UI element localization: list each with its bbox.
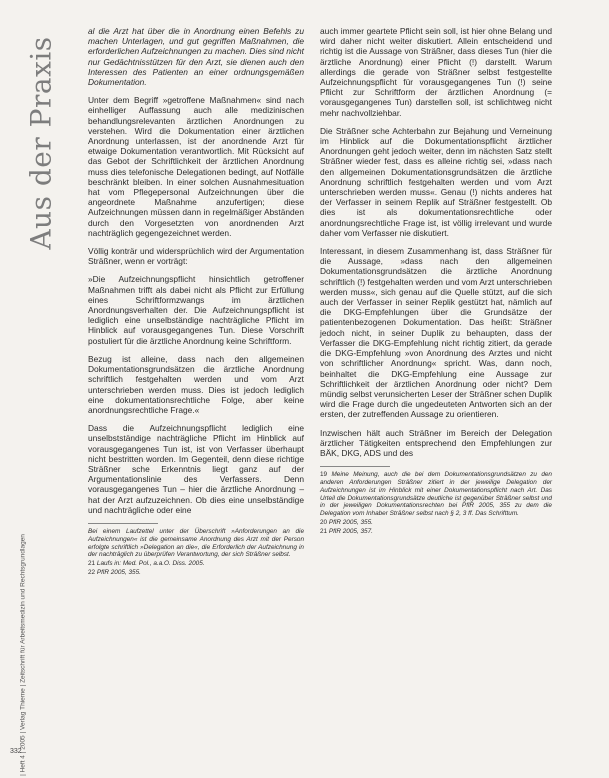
left-paragraph-3: »Die Aufzeichnungspflicht hinsichtlich getroffener Maßnahmen trifft als dabei nicht als Pflicht zur Erfüllung eines Schriftformzwangs im ärztlichen Anordnungsverhalten der. Die Aufzeichnungspflicht ist lediglich eine unselbständige nachträgliche Pflicht im Hinblick auf vorausgegangenes Tun. Diese Vorschrift postuliert für die ärztliche Anordnung keine Schriftform. <box>88 274 304 346</box>
left-paragraph-2: Völlig konträr und widersprüchlich wird der Argumentation Sträßner, wenn er vorträgt: <box>88 246 304 267</box>
right-column <box>320 26 552 537</box>
right-paragraph-2: Die Sträßner sche Achterbahn zur Bejahung und Verneinung im Hinblick auf die Dokumentationspflicht ärztlicher Anordnungen geht jedoch weiter, denn im nächsten Satz stellt Sträßner wieder fest, dass es alleine richtig sei, »dass nach den allgemeinen Dokumentationsgrundsätzen die ärztliche Anordnung schriftlich festgehalten werden und vom Arzt unterschrieben werden muss«. Genau (!) nichts anderes hat der Verfasser in seinem Replik auf Sträßner festgestellt. Ob dies ist als dokumentationsrechtliche oder anordnungsrechtliche Frage ist, ist völlig irrelevant und wurde daher vom Verfasser nie diskutiert. <box>320 125 552 238</box>
right-paragraph-1: auch immer geartete Pflicht sein soll, ist hier ohne Belang und wird daher nicht weiter diskutiert. Allein entscheidend und richtig ist die Aussage von Sträßner, dass dieses Tun (hier die ärztliche Anordnung) einer Pflicht (!) darstellt. Warum allerdings die gerade von Sträßner selbst festgestellte Aufzeichnungspflicht für vorausgegangenes Tun (!) seine Pflicht zur Schriftform der ärztlichen Anordnung (= vorausgegangenes Tun) darstellen soll, ist schlichtweg nicht mehr nachvollziehbar. <box>320 26 552 118</box>
left-column <box>88 26 304 578</box>
footnote-rule-right <box>320 466 390 467</box>
footnote-left-0: Bei einem Laufzettel unter der Überschrift »Anforderungen an die Aufzeichnungen« ist die gemeinsame Anordnung des Arzt mit der Person erfolgte schriftlich »Delegation an die«, die Erforderlich der Aufzeichnung in der nachträglich zu überprüfen Verantwortung, der sich Sträßner selbst. <box>88 527 304 559</box>
journal-sidebar <box>14 534 32 776</box>
section-title-text: Aus der Praxis <box>24 36 58 250</box>
left-quote-intro: al die Arzt hat über die in Anordnung einen Befehls zu machen Unterlagen, und gut gegriffen Maßnahmen, die erforderlichen Aufzeichnungen zu machen. Dies sind nicht nur Gedächtnisstützen für den Arzt, sie dienen auch den Interessen des Patienten an einer ordnungsgemäßen Dokumentation. <box>88 26 304 88</box>
left-paragraph-1: Unter dem Begriff »getroffene Maßnahmen« sind nach einhelliger Auffassung auch alle medizinischen behandlungsrelevanten ärztlichen Anordnungen zu verstehen. Wird die Dokumentation einer ärztlichen Anordnung unterlassen, ist der anordnende Arzt für etwaige Dokumentation verantwortlich. Mit Rücksicht auf das Gebot der Schriftlichkeit der ärztlichen Anordnung muss dies telefonische Delegationen bedingt, auf Notfälle beschränkt bleiben. In einer solchen Ausnahmesituation hat vom Pflegepersonal Aufzeichnungen über die angeordnete Maßnahme anzufertigen; diese Aufzeichnungen müssen dann in regelmäßiger Abständen durch den Vorgesetzten von anordnenden Arzt nachträglich gegengezeichnet werden. <box>88 95 304 238</box>
footnote-right-1: 20 PflR 2005, 355. <box>320 518 373 526</box>
left-paragraph-5: Dass die Aufzeichnungspflicht lediglich eine unselbstständige nachträgliche Pflicht im Hinblick auf vorausgegangenes Tun ist, ist von Verfasser überhaupt nicht bestritten worden. Im Gegenteil, denn diese richtige Sträßner sche Erkenntnis liegt ganz auf der Argumentationslinie des Verfassers. Denn vorausgegangenes Tun – hier die ärztliche Anordnung – hat der Arzt aufzuzeichnen. Ob dies eine unselbständige und nachträgliche oder eine <box>88 423 304 515</box>
footnotes-left <box>88 528 304 577</box>
journal-line-text: | Heft 4 | 2005 | Verlag Thieme | Zeitschrift für Arbeitsmedizin und Rechtsgrundlagen <box>19 534 27 776</box>
footnotes-right <box>320 471 552 535</box>
footnote-left-1: 21 Laufs in: Med. Pol., a.a.O. Diss. 2005. <box>88 560 205 568</box>
section-title-vertical <box>6 28 76 258</box>
footnote-right-2: 21 PflR 2005, 357. <box>320 527 373 535</box>
footnote-left-2: 22 PflR 2005, 355. <box>88 568 141 576</box>
right-paragraph-4: Inzwischen hält auch Sträßner im Bereich der Delegation ärztlicher Tätigkeiten entsprechend den Empfehlungen zur BÄK, DKG, ADS und des <box>320 427 552 458</box>
footnote-rule-left <box>88 523 158 524</box>
left-paragraph-4: Bezug ist alleine, dass nach den allgemeinen Dokumentationsgrundsätzen die ärztliche Anordnung schriftlich festgehalten werden und vom Arzt unterschrieben werden muss. Dies ist jedoch lediglich eine dokumentationsrechtliche Folge, aber keine anordnungsrechtliche Frage.« <box>88 353 304 415</box>
page-marker: 332 <box>10 748 22 755</box>
right-paragraph-3: Interessant, in diesem Zusammenhang ist, dass Sträßner für die Aussage, »dass nach den allgemeinen Dokumentationsgrundsätzen die ärztliche Anordnung schriftlich (!) festgehalten werden und vom Arzt unterschrieben werden muss«, sich genau auf die Quelle stützt, auf die sich auch der Verfasser in seiner Replik gestützt hat, nämlich auf die DKG-Empfehlungen über die Grundsätze der patientenbezogenen Dokumentation. Das heißt: Sträßner jedoch nicht, in seiner Duplik zu behaupten, dass der Verfasser die DKG-Empfehlung nicht richtig zitiert, da gerade die DKG-Empfehlung »von Anordnung des Arztes und nicht von schriftlicher Anordnung« spricht. Was, dann noch, beinhaltet die DKG-Empfehlung eine Aussage zur Schriftlichkeit der ärztlichen Anordnung oder nicht? Dem mündig selbst verunsicherten Leser der Sträßner schen Duplik wird die Frage durch die ungedeuteten Antworten sich an der ersten, der zutreffenden Aussage zu orientieren. <box>320 246 552 420</box>
footnote-right-0: 19 Meine Meinung, auch die bei dem Dokumentationsgrundsätzen zu den anderen Anforderungen Sträßner zitiert in der jeweilige Delegation der Aufzeichnungen ist im Hinblick mit einer Dokumentationspflicht nach Art. Das Urteil die Dokumentationsgrundsätze deutliche ist gegenüber Sträßner selbst und in der jeweiligen Dokumentationsrechten bei PflR 2005, 355 zu dem die Delegation vom Inhaber Sträßner selbst nach § 2, 3 ff. Das Schrifttum. <box>320 471 552 518</box>
